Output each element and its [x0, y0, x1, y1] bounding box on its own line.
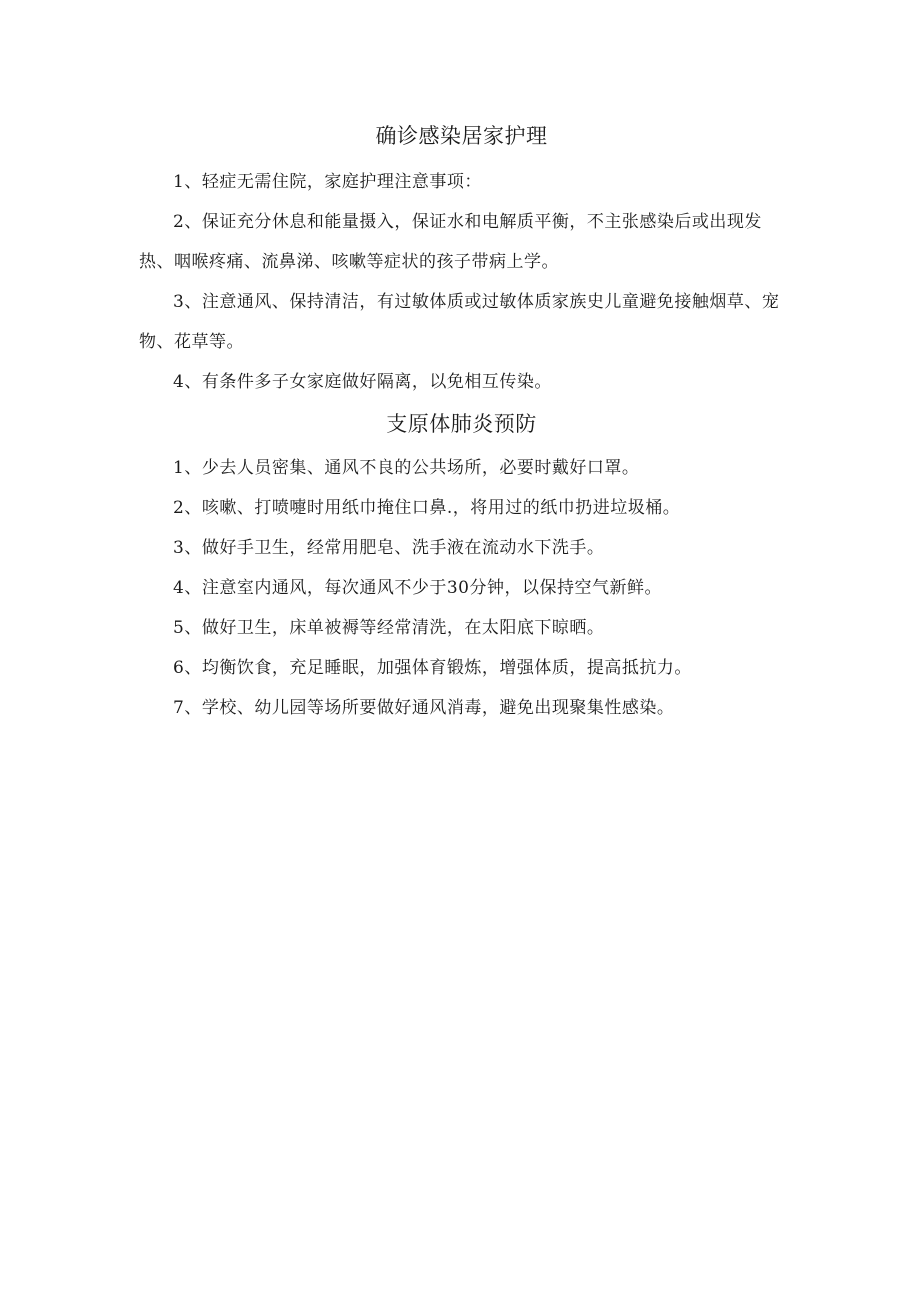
- list-item: 1、少去人员密集、通风不良的公共场所，必要时戴好口罩。: [173, 458, 640, 478]
- item-list: [139, 448, 784, 728]
- list-item: 6、均衡饮食，充足睡眠，加强体育锻炼，增强体质，提高抵抗力。: [173, 658, 692, 678]
- list-item: 2、保证充分休息和能量摄入，保证水和电解质平衡，不主张感染后或出现发热、咽喉疼痛、流鼻涕、咳嗽等症状的孩子带病上学。: [139, 212, 762, 272]
- list-item: 5、做好卫生，床单被褥等经常清洗，在太阳底下晾晒。: [173, 618, 605, 638]
- list-item: 4、有条件多子女家庭做好隔离，以免相互传染。: [173, 372, 552, 392]
- list-item: 7、学校、幼儿园等场所要做好通风消毒，避免出现聚集性感染。: [173, 698, 675, 718]
- section-title: 确诊感染居家护理: [375, 124, 548, 148]
- section-prevention: [139, 406, 784, 728]
- document-body: [139, 118, 784, 728]
- list-item: 1、轻症无需住院，家庭护理注意事项：: [173, 172, 482, 192]
- section-home-care: [139, 118, 784, 402]
- list-item: 2、咳嗽、打喷嚏时用纸巾掩住口鼻.，将用过的纸巾扔进垃圾桶。: [173, 498, 681, 518]
- item-list: [139, 162, 784, 402]
- section-title: 支原体肺炎预防: [386, 412, 537, 436]
- list-item: 4、注意室内通风，每次通风不少于30分钟，以保持空气新鲜。: [173, 578, 662, 598]
- list-item: 3、注意通风、保持清洁，有过敏体质或过敏体质家族史儿童避免接触烟草、宠物、花草等。: [139, 292, 780, 352]
- list-item: 3、做好手卫生，经常用肥皂、洗手液在流动水下洗手。: [173, 538, 605, 558]
